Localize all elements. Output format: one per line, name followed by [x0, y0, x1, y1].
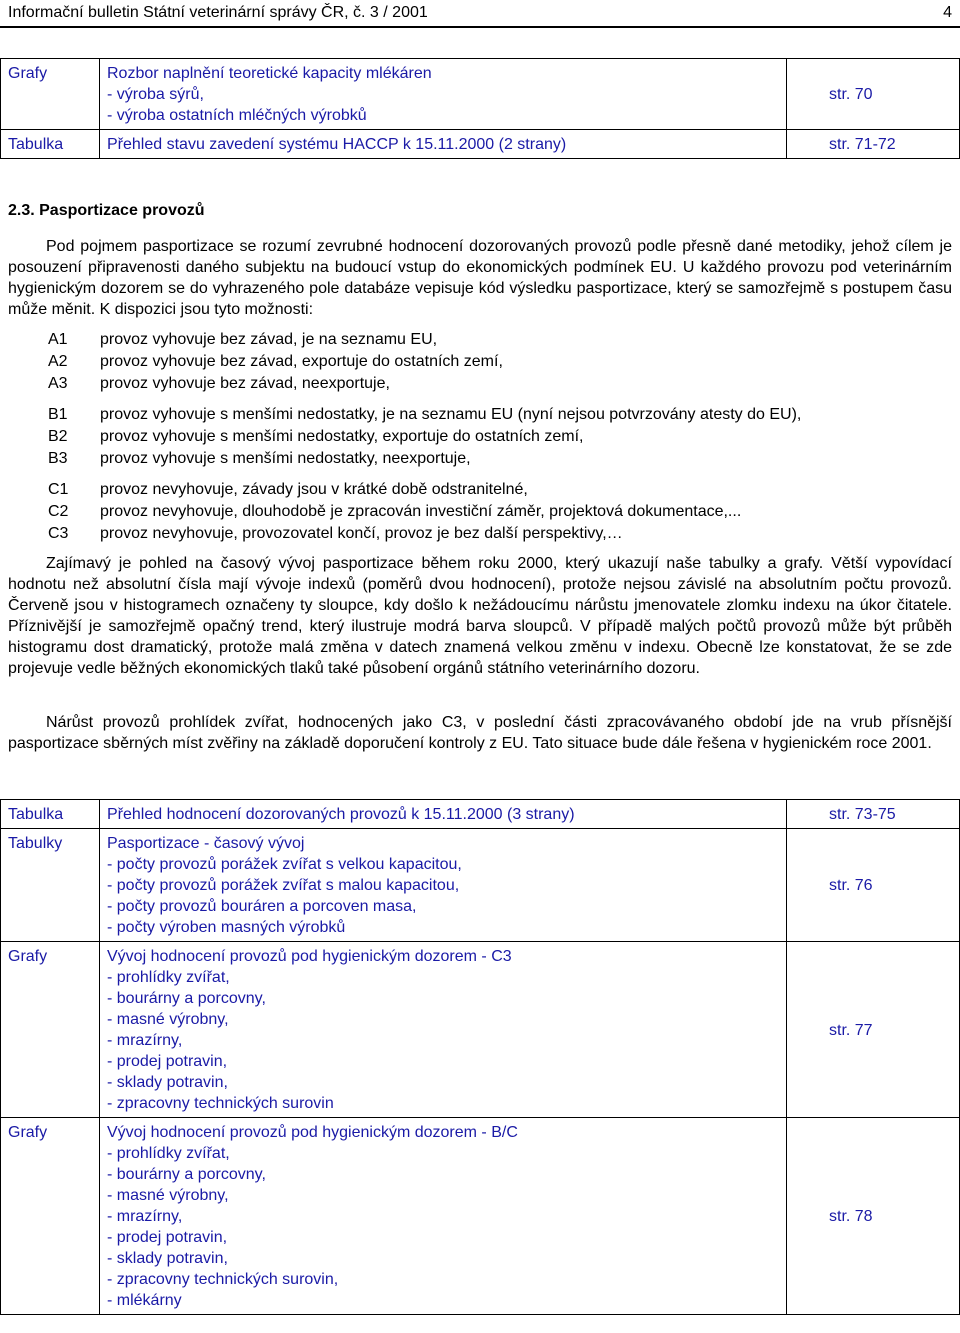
header-divider: [0, 26, 960, 28]
reference-type: Grafy: [1, 942, 100, 1118]
reference-line: Přehled hodnocení dozorovaných provozů k 15.11.2000 (3 strany): [107, 806, 575, 823]
reference-row: [1, 130, 960, 159]
code-description: provoz vyhovuje s menšími nedostatky, exportuje do ostatních zemí,: [100, 428, 584, 445]
reference-line: - prodej potravin,: [107, 1053, 228, 1070]
code-group-gap: [48, 395, 801, 404]
reference-line: - mrazírny,: [107, 1208, 183, 1225]
top-reference-table: [0, 58, 960, 159]
reference-line: - zpracovny technických surovin,: [107, 1271, 339, 1288]
code-label: C2: [48, 503, 69, 520]
code-description: provoz vyhovuje s menšími nedostatky, neexportuje,: [100, 450, 471, 467]
reference-type: Tabulky: [1, 829, 100, 942]
code-description: provoz nevyhovuje, provozovatel končí, provoz je bez další perspektivy,…: [100, 525, 623, 542]
reference-description: [100, 1118, 787, 1315]
reference-line: - počty provozů porážek zvířat s velkou kapacitou,: [107, 856, 462, 873]
reference-row: [1, 1118, 960, 1315]
code-label: B3: [48, 450, 68, 467]
page-number: 4: [943, 4, 952, 21]
code-item: [48, 373, 801, 395]
reference-line: - mlékárny: [107, 1292, 182, 1309]
reference-line: - prodej potravin,: [107, 1229, 228, 1246]
code-description: provoz vyhovuje s menšími nedostatky, je na seznamu EU (nyní nejsou potvrzovány atesty do EU),: [100, 406, 802, 423]
code-description: provoz nevyhovuje, dlouhodobě je zpracován investiční záměr, projektová dokumentace,...: [100, 503, 742, 520]
reference-page: str. 73-75: [787, 800, 960, 829]
reference-description: [100, 942, 787, 1118]
reference-page: str. 77: [787, 942, 960, 1118]
code-item: [48, 479, 801, 501]
reference-type: Grafy: [1, 59, 100, 130]
reference-line: - zpracovny technických surovin: [107, 1095, 334, 1112]
code-label: A2: [48, 353, 68, 370]
code-label: B1: [48, 406, 68, 423]
reference-page: str. 78: [787, 1118, 960, 1315]
reference-row: [1, 942, 960, 1118]
reference-line: - masné výrobny,: [107, 1011, 229, 1028]
reference-description: [100, 59, 787, 130]
reference-line: - počty provozů porážek zvířat s malou kapacitou,: [107, 877, 460, 894]
code-description: provoz vyhovuje bez závad, je na seznamu EU,: [100, 331, 438, 348]
reference-type: Tabulka: [1, 130, 100, 159]
bottom-reference-table: [0, 799, 960, 1315]
reference-page: str. 71-72: [787, 130, 960, 159]
code-label: A1: [48, 331, 68, 348]
section-title: 2.3. Pasportizace provozů: [8, 202, 205, 219]
code-item: [48, 448, 801, 470]
code-group-gap: [48, 470, 801, 479]
bulletin-title: Informační bulletin Státní veterinární správy ČR, č. 3 / 2001: [8, 4, 428, 21]
code-description: provoz vyhovuje bez závad, exportuje do ostatních zemí,: [100, 353, 503, 370]
reference-description: [100, 800, 787, 829]
reference-type: Tabulka: [1, 800, 100, 829]
reference-description: [100, 829, 787, 942]
reference-line: - masné výrobny,: [107, 1187, 229, 1204]
reference-description: [100, 130, 787, 159]
reference-line: Vývoj hodnocení provozů pod hygienickým dozorem - B/C: [107, 1124, 518, 1141]
reference-line: - bourárny a porcovny,: [107, 990, 266, 1007]
reference-page: str. 70: [787, 59, 960, 130]
reference-line: - počty provozů bouráren a porcoven masa,: [107, 898, 417, 915]
intro-paragraph: Pod pojmem pasportizace se rozumí zevrubné hodnocení dozorovaných provozů podle přesně dané metodiky, jehož cílem je posouzení připravenosti daného subjektu na budoucí vstup do ekonomických podmínek EU. U každého provozu pod veterinárním hygienickým dozorem se do vyhrazeného pole databáze vepisuje kód výsledku pasportizace, který se samozřejmě s postupem času může měnit. K dispozici jsou tyto možnosti:: [8, 238, 952, 318]
reference-row: [1, 829, 960, 942]
reference-line: - mrazírny,: [107, 1032, 183, 1049]
reference-line: - prohlídky zvířat,: [107, 1145, 230, 1162]
reference-type: Grafy: [1, 1118, 100, 1315]
reference-line: Rozbor naplnění teoretické kapacity mlékáren: [107, 65, 432, 82]
reference-line: - bourárny a porcovny,: [107, 1166, 266, 1183]
code-description: provoz nevyhovuje, závady jsou v krátké době odstranitelné,: [100, 481, 528, 498]
code-item: [48, 351, 801, 373]
reference-line: - počty výroben masných výrobků: [107, 919, 346, 936]
reference-line: - sklady potravin,: [107, 1250, 228, 1267]
assessment-codes-list: [48, 329, 801, 545]
code-item: [48, 329, 801, 351]
reference-line: Vývoj hodnocení provozů pod hygienickým dozorem - C3: [107, 948, 512, 965]
code-description: provoz vyhovuje bez závad, neexportuje,: [100, 375, 390, 392]
code-item: [48, 501, 801, 523]
paragraph-time-development: Zajímavý je pohled na časový vývoj pasportizace během roku 2000, který ukazují naše tabulky a grafy. Větší vypovídací hodnotu než absolutní čísla mají vývoje indexů (poměrů dvou hodnocení), protože nejsou závislé na absolutním počtu provozů. Červeně jsou v histogramech označeny ty sloupce, kdy došlo k nežádoucímu nárůstu jmenovatele zlomku indexu na úkor čitatele. Příznivější je samozřejmě opačný trend, který ilustruje modrá barva sloupců. V případě malých počtů provozů může být průběh histogramu dost dramatický, protože malá změna v datech znamená velkou změnu v indexu. Obecně lze konstatovat, že se zde projevuje vedle běžných ekonomických tlaků také působení orgánů státního veterinárního dozoru.: [8, 555, 952, 677]
code-item: [48, 426, 801, 448]
code-label: B2: [48, 428, 68, 445]
code-label: C3: [48, 525, 69, 542]
reference-line: - výroba sýrů,: [107, 86, 204, 103]
code-label: A3: [48, 375, 68, 392]
code-item: [48, 404, 801, 426]
reference-line: - prohlídky zvířat,: [107, 969, 230, 986]
reference-line: - sklady potravin,: [107, 1074, 228, 1091]
code-label: C1: [48, 481, 69, 498]
reference-line: Přehled stavu zavedení systému HACCP k 15.11.2000 (2 strany): [107, 136, 567, 153]
paragraph-c3-growth: Nárůst provozů prohlídek zvířat, hodnocených jako C3, v poslední části zpracovávaného období jde na vrub přísnější pasportizace sběrných míst zvěřiny na základě doporučení kontroly z EU. Tato situace bude dále řešena v hygienickém roce 2001.: [8, 714, 952, 752]
reference-line: Pasportizace - časový vývoj: [107, 835, 305, 852]
reference-row: [1, 800, 960, 829]
reference-line: - výroba ostatních mléčných výrobků: [107, 107, 367, 124]
code-item: [48, 523, 801, 545]
reference-row: [1, 59, 960, 130]
reference-page: str. 76: [787, 829, 960, 942]
